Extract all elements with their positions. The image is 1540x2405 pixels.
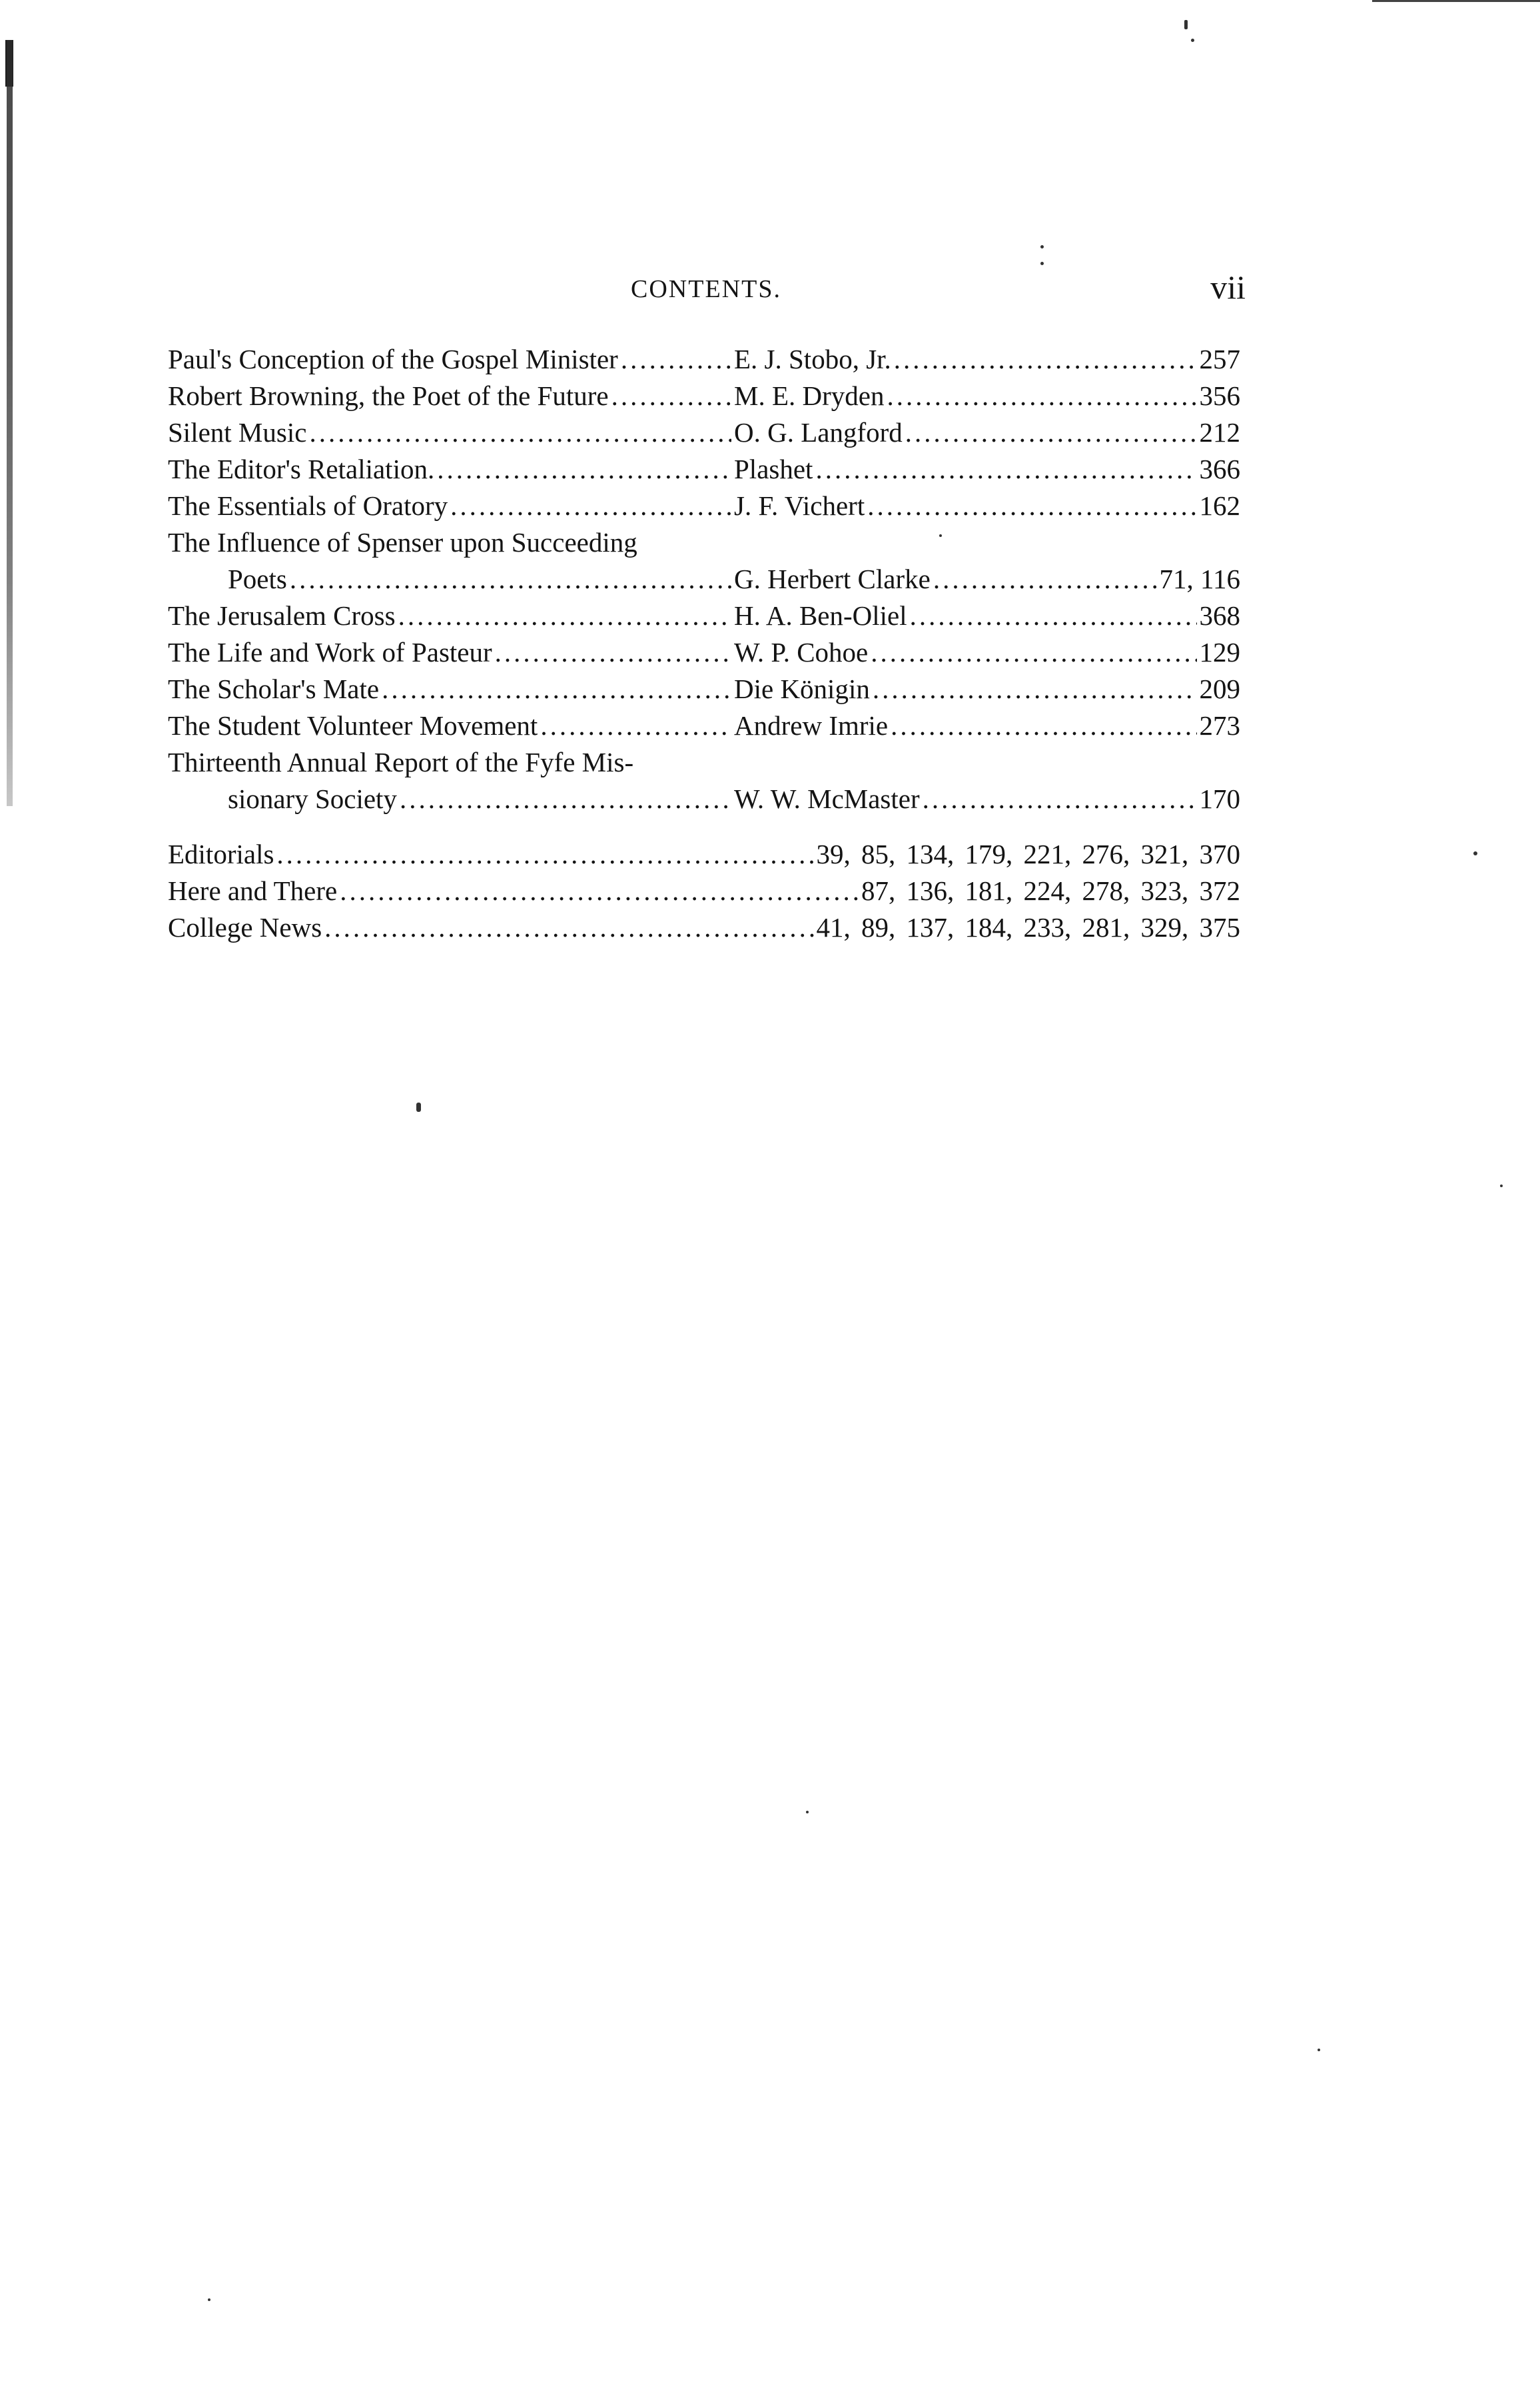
scan-speck xyxy=(806,1811,809,1813)
scan-edge-streak xyxy=(7,40,13,806)
scan-speck xyxy=(1500,1185,1503,1187)
entry-title: The Essentials of Oratory xyxy=(168,490,448,521)
toc-section xyxy=(168,838,1240,875)
entry-author: G. Herbert Clarke xyxy=(734,564,931,594)
toc-entry xyxy=(168,380,1240,416)
section-title: Here and There xyxy=(168,875,338,906)
scan-speck xyxy=(208,2298,210,2301)
dot-leader xyxy=(871,636,1196,668)
dot-leader xyxy=(495,636,731,668)
dot-leader xyxy=(400,783,731,815)
entry-title: The Scholar's Mate xyxy=(168,674,380,704)
section-pages: 41, 89, 137, 184, 233, 281, 329, 375 xyxy=(816,912,1240,943)
dot-leader xyxy=(611,380,731,412)
toc-entry xyxy=(228,563,1240,600)
toc-entry xyxy=(168,636,1240,673)
dot-leader xyxy=(933,563,1157,595)
dot-leader xyxy=(923,783,1197,815)
entry-title: The Influence of Spenser upon Succeeding xyxy=(168,527,637,558)
dot-leader xyxy=(910,600,1197,632)
dot-leader xyxy=(437,453,731,485)
entry-author: Plashet xyxy=(734,454,813,484)
toc-entry-first-line xyxy=(168,526,1240,563)
entry-pages: 257 xyxy=(1199,344,1240,374)
dot-leader xyxy=(815,453,1196,485)
scan-speck xyxy=(1318,2049,1320,2051)
entry-title: Robert Browning, the Poet of the Future xyxy=(168,380,609,411)
entry-title: Silent Music xyxy=(168,417,307,448)
toc-entry xyxy=(168,343,1240,380)
dot-leader xyxy=(887,380,1196,412)
section-pages: 87, 136, 181, 224, 278, 323, 372 xyxy=(861,875,1240,906)
scan-speck xyxy=(1473,851,1477,855)
entry-author: Andrew Imrie xyxy=(734,710,889,741)
entry-author: O. G. Langford xyxy=(734,417,903,448)
dot-leader xyxy=(873,673,1197,705)
entry-pages: 209 xyxy=(1199,674,1240,704)
toc-entry xyxy=(168,600,1240,636)
entry-title-continued: Poets xyxy=(228,564,287,594)
entry-author: Die Königin xyxy=(734,674,870,704)
scan-speck xyxy=(1040,262,1044,265)
dot-leader xyxy=(891,710,1196,741)
entry-title: The Jerusalem Cross xyxy=(168,600,396,631)
section-title: College News xyxy=(168,912,322,943)
toc-entry xyxy=(168,490,1240,526)
scan-speck xyxy=(1184,20,1188,29)
entry-pages: 212 xyxy=(1199,417,1240,448)
entry-pages: 129 xyxy=(1199,637,1240,668)
top-edge-rule xyxy=(1372,0,1540,2)
table-of-contents xyxy=(168,343,1240,948)
toc-entry xyxy=(168,710,1240,746)
toc-entry-first-line xyxy=(168,746,1240,783)
page-number: vii xyxy=(1210,268,1246,306)
dot-leader xyxy=(276,838,813,870)
dot-leader xyxy=(309,416,731,448)
dot-leader xyxy=(905,416,1197,448)
section-title: Editorials xyxy=(168,839,274,869)
running-title: CONTENTS. xyxy=(631,275,781,303)
scan-speck xyxy=(1040,245,1044,248)
toc-entry xyxy=(168,416,1240,453)
section-pages: 39, 85, 134, 179, 221, 276, 321, 370 xyxy=(816,839,1240,869)
entry-title: The Student Volunteer Movement xyxy=(168,710,538,741)
toc-entry xyxy=(228,783,1240,819)
dot-leader xyxy=(398,600,731,632)
entry-pages: 273 xyxy=(1199,710,1240,741)
toc-section xyxy=(168,875,1240,911)
entry-pages: 368 xyxy=(1199,600,1240,631)
entry-pages: 71, 116 xyxy=(1159,564,1240,594)
entry-pages: 366 xyxy=(1199,454,1240,484)
entry-author: W. W. McMaster xyxy=(734,783,920,814)
scan-speck xyxy=(416,1103,421,1112)
entry-title: The Editor's Retaliation. xyxy=(168,454,435,484)
toc-entry xyxy=(168,673,1240,710)
dot-leader xyxy=(867,490,1196,522)
dot-leader xyxy=(324,911,813,943)
dot-leader xyxy=(290,563,731,595)
entry-pages: 170 xyxy=(1199,783,1240,814)
dot-leader xyxy=(540,710,731,741)
entry-pages: 162 xyxy=(1199,490,1240,521)
entry-title-continued: sionary Society xyxy=(228,783,397,814)
toc-entry xyxy=(168,453,1240,490)
dot-leader xyxy=(382,673,731,705)
dot-leader xyxy=(450,490,731,522)
dot-leader xyxy=(340,875,859,907)
entry-title: Thirteenth Annual Report of the Fyfe Mis- xyxy=(168,747,634,777)
section-gap xyxy=(168,819,1240,838)
entry-pages: 356 xyxy=(1199,380,1240,411)
entry-title: Paul's Conception of the Gospel Minister xyxy=(168,344,618,374)
entry-author: W. P. Cohoe xyxy=(734,637,869,668)
dot-leader xyxy=(894,343,1197,375)
entry-title: The Life and Work of Pasteur xyxy=(168,637,492,668)
toc-section xyxy=(168,911,1240,948)
scan-speck xyxy=(1191,39,1194,42)
entry-author: H. A. Ben-Oliel xyxy=(734,600,907,631)
entry-author: J. F. Vichert xyxy=(734,490,865,521)
running-head xyxy=(167,266,1246,313)
entry-author: M. E. Dryden xyxy=(734,380,885,411)
entry-author: E. J. Stobo, Jr. xyxy=(734,344,891,374)
dot-leader xyxy=(621,343,731,375)
